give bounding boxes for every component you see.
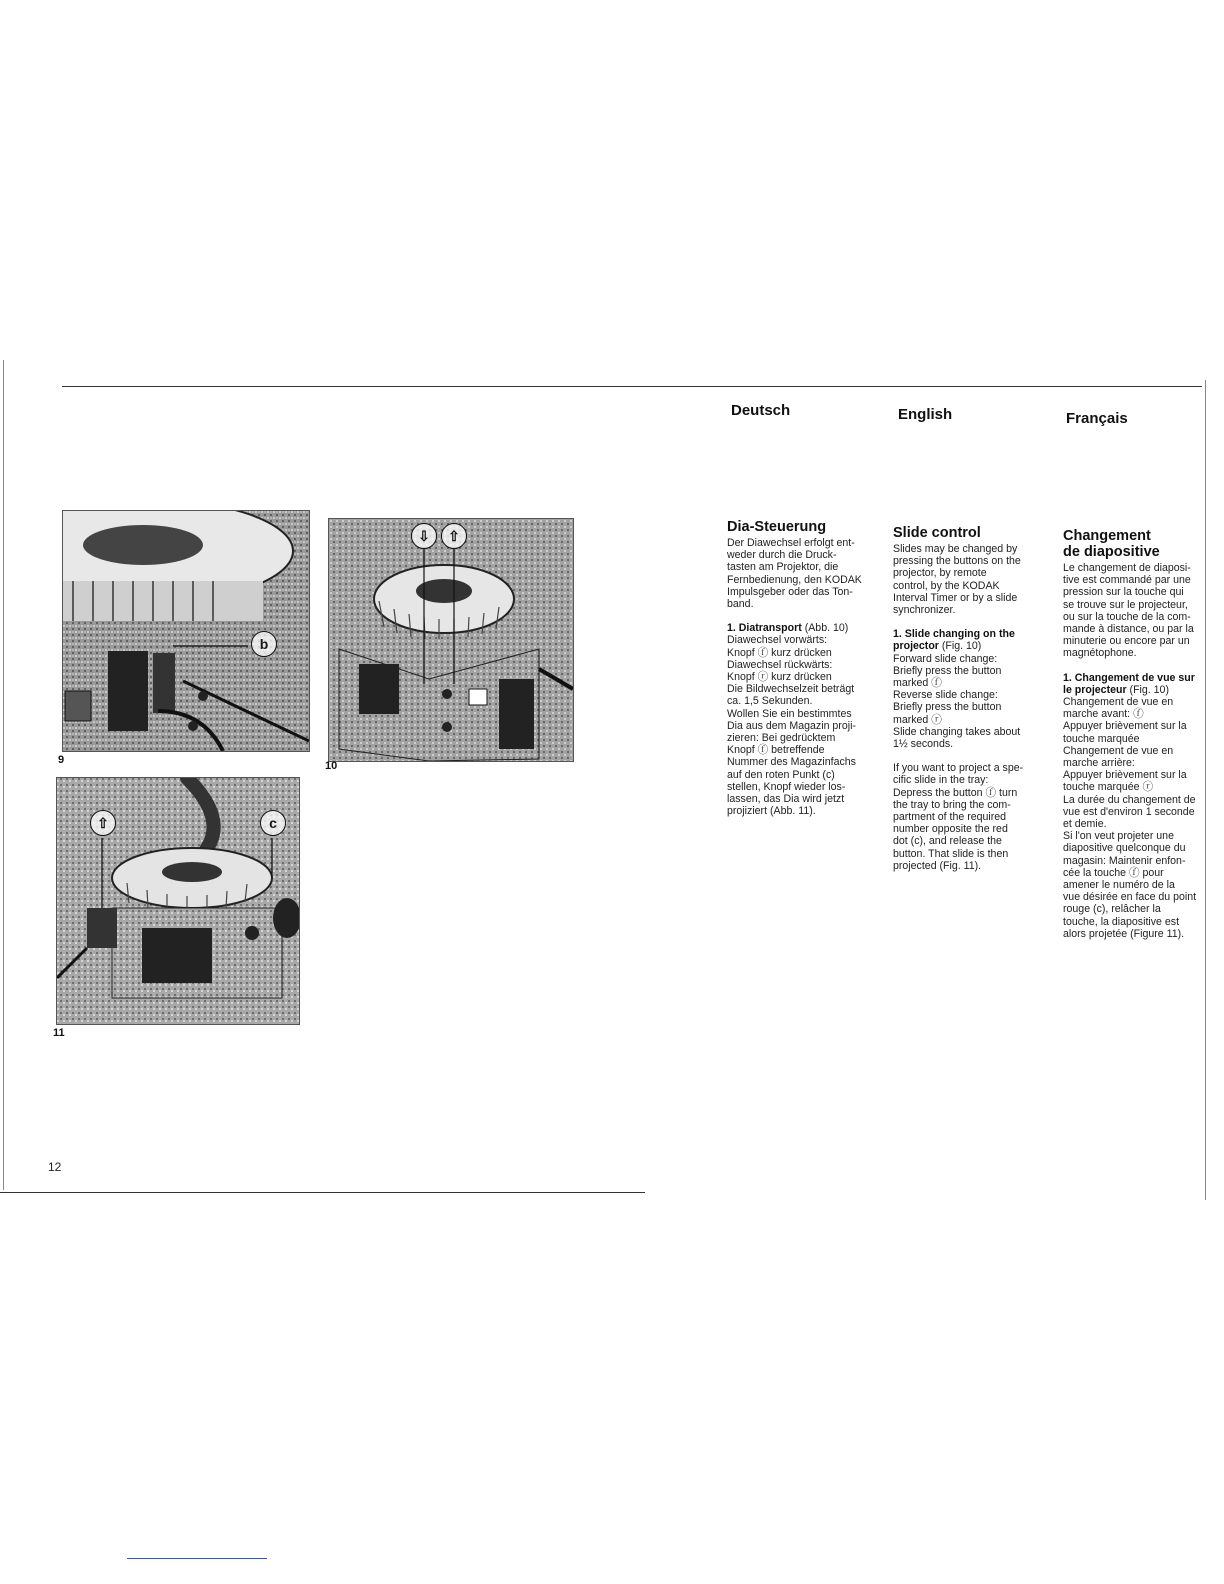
lang-header-francais: Français — [1066, 410, 1128, 427]
english-section-ref: (Fig. 10) — [938, 640, 982, 653]
francais-section-heading — [1063, 672, 1208, 696]
callout-b: b — [251, 631, 277, 657]
english-section-title: 1. Slide changing on the projector — [893, 628, 1015, 653]
figure-10-label: 10 — [325, 760, 338, 772]
english-title: Slide control — [893, 525, 981, 541]
francais-body: Changement de vue en marche avant: ⓕ Appuyer brièvement sur la touche marquée Changement de vue en marche arrière: Appuyer brièvement sur la touche marquée ⓡ La durée du changement de vue est d'environ 1 seconde et demie. Si l'on veut projeter une diapositive quelconque du magasin: Maintenir enfon- cée la touche ⓕ pour amener le numéro de la vue désirée en face du point rouge (c), relâcher la touche, la diapositive est alors projetée (Figure 11). — [1063, 696, 1197, 940]
lang-header-deutsch: Deutsch — [731, 402, 791, 419]
english-body: Forward slide change: Briefly press the button marked ⓕ Reverse slide change: Briefly press the button marked ⓡ Slide changing takes about 1½ seconds. — [893, 652, 1021, 751]
figure-11-photo — [56, 777, 300, 1025]
page-number: 12 — [48, 1160, 62, 1174]
figure-9-label: 9 — [58, 754, 65, 766]
bottom-rule — [0, 1192, 645, 1193]
forward-icon: ⇩ — [411, 523, 437, 549]
footer-link-line — [127, 1558, 267, 1559]
column-english — [893, 525, 1053, 872]
callout-c: c — [260, 810, 286, 836]
francais-title: Changement de diapositive — [1063, 528, 1160, 560]
deutsch-section-ref: (Abb. 10) — [801, 622, 849, 635]
figure-11-label: 11 — [53, 1027, 65, 1039]
english-intro: Slides may be changed by pressing the buttons on the projector, by remote control, by the KODAK Interval Timer or by a slide synchronizer. — [893, 543, 1021, 617]
left-edge — [3, 360, 4, 1190]
lang-header-english: English — [898, 406, 953, 423]
francais-section-title: 1. Changement de vue sur le projecteur — [1063, 671, 1195, 696]
figure-10-photo — [328, 518, 574, 762]
projector-front-illustration — [329, 519, 573, 761]
francais-intro: Le changement de diaposi- tive est commandé par une pression sur la touche qui se trouve sur le projecteur, ou sur la touche de la com- mande à distance, ou par la minuterie ou encore par un magnétophone. — [1063, 562, 1194, 660]
english-body-2: If you want to project a spe- cific slide in the tray: Depress the button ⓕ turn the tray to bring the com- partment of the required number opposite the red dot (c), and release the button. That slide is then projected (Fig. 11). — [893, 762, 1024, 872]
deutsch-title: Dia-Steuerung — [727, 519, 827, 535]
deutsch-section-heading — [727, 622, 885, 634]
forward-icon: ⇧ — [90, 810, 116, 836]
deutsch-body: Diawechsel vorwärts: Knopf ⓕ kurz drücken Diawechsel rückwärts: Knopf ⓡ kurz drücken Die Bildwechselzeit beträgt ca. 1,5 Sekunden. Wollen Sie ein bestimmtes Dia aus dem Magazin proji- zieren: Bei gedrücktem Knopf ⓕ betreffende Nummer des Magazinfachs auf den roten Punkt (c) stellen, Knopf wieder los- lassen, das Dia wird jetzt projiziert (Abb. 11). — [727, 634, 856, 818]
projector-side-illustration — [63, 511, 309, 751]
column-francais — [1063, 528, 1208, 940]
francais-section-ref: (Fig. 10) — [1126, 683, 1169, 696]
reverse-icon: ⇧ — [441, 523, 467, 549]
figure-9-photo — [62, 510, 310, 752]
top-rule — [62, 386, 1202, 387]
column-deutsch — [727, 519, 885, 817]
english-section-heading — [893, 628, 1053, 652]
deutsch-section-title: 1. Diatransport — [727, 622, 802, 635]
deutsch-intro: Der Diawechsel erfolgt ent- weder durch die Druck- tasten am Projektor, die Fernbedienung, den KODAK Impulsgeber oder das Ton- band. — [727, 537, 862, 611]
